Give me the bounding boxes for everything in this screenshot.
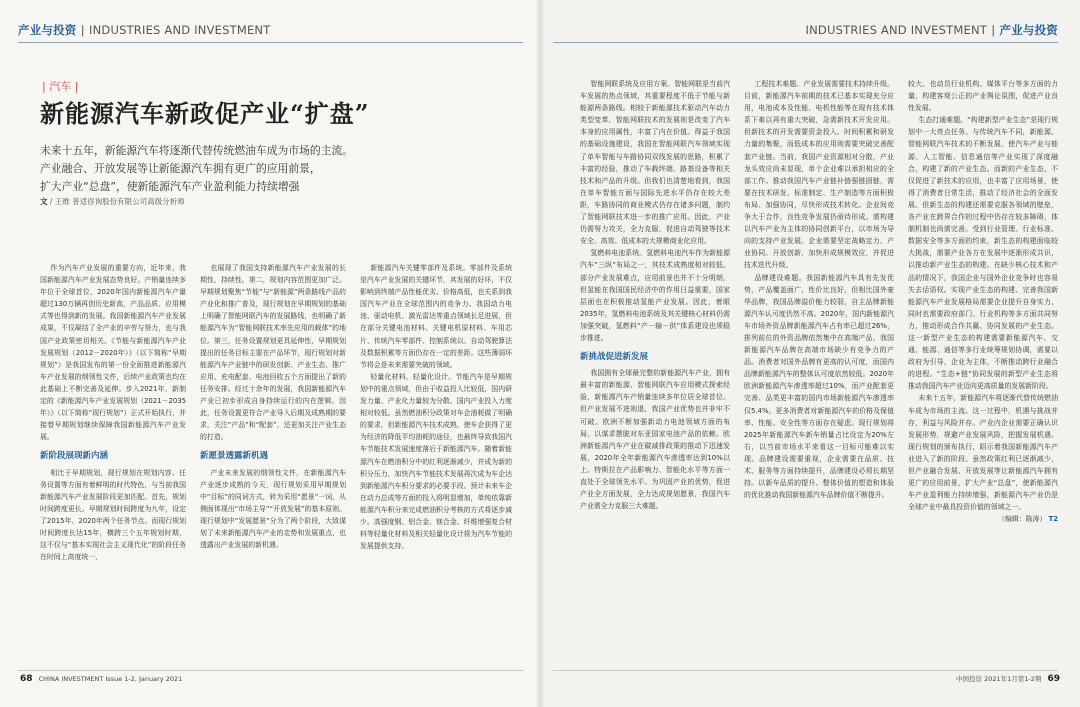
section-name-en: INDUSTRIES AND INVESTMENT xyxy=(89,23,271,37)
publication-name-en: CHINA INVESTMENT xyxy=(38,675,104,683)
section-name-cn: 产业与投资 xyxy=(18,23,77,37)
right-page xyxy=(540,0,1080,707)
page-number-left: 68 xyxy=(20,674,33,684)
section-name-en: INDUSTRIES AND INVESTMENT xyxy=(805,23,987,37)
text-column-1 xyxy=(40,262,186,563)
text-column-4 xyxy=(580,78,730,512)
text-column-6 xyxy=(908,78,1058,525)
paragraph: 工程技术难题。产业发展需要技术持续升级。目前，新能源汽车前期的技术已基本实现充分应用，电池成本及性能、电机性能等在现有技术体系下难以再有重大突破，急需新技术开发应用。但新技术的开发需要资金投入、时间积累和研发力量的集聚，而低成本的应用则需要突破完善配套产业链。当前，我国产业资源相对分散，产业龙头效应尚未显现，单个企业难以承担相应的全部工作。推动我国汽车产业链补链强链固链，需要在技术研发、标准制定、生产制造等方面积极布局、加强协同，尽快形成技术转化。企业间竞争大于合作，良性竞争发展仍亟待形成。需构建以汽车产业为主体的协同创新平台，以市场为导向的支持产业发展。企业需要坚定战略定力、产业协同、开放创新，加快形成规模效应，并促进技术迭代升级。 xyxy=(744,80,894,270)
lead-line: 未来十五年，新能源汽车将逐渐代替传统燃油车成为市场的主流。 xyxy=(40,144,354,157)
paragraph: 我国拥有全球最完整的新能源汽车产业，拥有最丰富的新能源、智能网联汽车应用模式探索经验，新能源汽车产销量连续多年位居全球首位。但产业发展不进则退，我国产业优势也并非牢不可破。欧洲不断加强新动力电池领域方面的布局，以谋求摆脱对东亚国家电池产品的依赖。欧洲新能源汽车产业在碳减排政策的推动下迅速发展，2020年全年新能源汽车渗透率达到10%以上。特斯拉在产品影响力、智能化水平等方面一直处于全球领先水平。为巩固产业的优势，促进产业全方面发展，全力达成规划愿景，我国汽车产业需全力克服三大难题。 xyxy=(580,369,730,511)
subheading: 新挑战促进新发展 xyxy=(580,352,649,363)
header-separator: | xyxy=(991,23,996,37)
paragraph: 新能源汽车关键零部件及系统。零部件及系统是汽车产业发展的关键环节，其发展的好坏，不仅影响到终端产品性能优劣、价格高低，也关系到我国汽车产业在全球范围内的竞争力。我国动力电池、驱动电机、激光雷达等重点领域长足进展，但在部分关键电池材料、关键电机原材料、车用芯片、传统汽车零部件、控制系统以、自动驾驶算法及数据积累等方面仍存在一定的差距。这些薄弱环节将会是未来需要突破的领域。 xyxy=(360,264,512,369)
byline-text: / 王维 普适咨询股份有限公司高级分析师 xyxy=(49,197,185,206)
paragraph: 作为汽车产业发展的重要方向，近年来，我国新能源汽车产业发展态势良好。产销量连续多年位于全球首位，2020年国内新能源汽车产量超过130万辆再创历史新高，产品品质、应用模式等也得到新的发展。我国新能源汽车产业发展成果，不仅凝结了全产业的辛劳与努力，也与我国产业政策密切相关。《节能与新能源汽车产业发展规划（2012－2020年）》（以下简称“早期规划”）是我国发布的第一份全面推进新能源汽车产业发展的纲领性文件，后续产业政策也均在此基础上不断完善及延伸。步入2021年，新制定的《新能源汽车产业发展规划（2021－2035年）》（以下简称“现行规划”）正式开始执行，并接替早期规划继续保障我国新能源汽车产业发展。 xyxy=(40,264,186,442)
subheading: 新愿景透露新机遇 xyxy=(200,451,269,462)
paragraph: 品牌建设难题。我国新能源汽车具有先发优势，产品覆盖面广，性价比良好，但相比国外豪华品牌，我国品牌溢价能力较弱，自主品牌新能源汽车认可度仍然不高。2020年，国内新能源汽车市场外资品牌新能源汽车占有率已超过26%，排列前位的外资品牌依然集中在高端产品，我国新能源汽车品牌在高端市场缺少有竞争力的产品。消费者对国外品牌有更高的认可度，而国内品牌新能源汽车的整体认可度依然较低。2020年欧洲新能源汽车渗透率超过10%，而产业配套更完善、品类更丰富的国内市场新能源汽车渗透率仅5.4%。更多消费者对新能源汽车的价格及保值率、性能、安全性等方面存在疑虑。现行规划将2025年新能源汽车新车销量占比设定为20%左右，以当前市场水平来看这一目标可能难以实现。品牌建设需要重视，企业需要在品质、技术、服务等方面持续提升，品牌建设必须长期坚持。以新车品质的提升、整体价值的塑造和体验的优化推动我国新能源汽车品牌价值不断提升。 xyxy=(744,273,894,500)
footer-right xyxy=(956,674,1060,684)
footer-rule-left xyxy=(18,670,523,671)
article-lead xyxy=(40,142,510,196)
category-tag: | 汽车 | xyxy=(42,80,79,93)
paragraph: 氢燃料电池系统。氢燃料电池汽车作为新能源汽车“三纵”布局之一，其技术成熟度相对较低。部分产业发展难点，应用前景也并不十分明朗，但氢能在我国国民经济中的作用日益重要，国家层面也在积极推动氢能产业发展。因此，着眼2035年，氢燃料电池系统及其关键核心材料仍需加强突破，氢燃料“产－输－供”体系建设也须稳步推进。 xyxy=(580,249,730,342)
byline xyxy=(40,196,185,207)
end-mark: T2 xyxy=(1048,515,1058,524)
subheading: 新阶段展现新内涵 xyxy=(40,451,109,462)
lead-line: 产业融合、开放发展等让新能源汽车拥有更广的应用前景， xyxy=(40,162,321,175)
header-rule-left xyxy=(18,42,523,43)
header-rule-right xyxy=(553,42,1058,43)
byline-label: 文 xyxy=(40,197,48,206)
text-column-5 xyxy=(744,78,894,501)
issue-date-en: Issue 1-2, January 2021 xyxy=(105,675,183,683)
paragraph: 较大。也动员行业机构、媒体平台等多方面的力量，构建客观公正的产业舆论氛围，促进产业良性发展。 xyxy=(908,80,1058,113)
page-number-right: 69 xyxy=(1047,674,1060,684)
paragraph: 相比于早期规划，现行规划在规划内容、任务设置等方面有着鲜明的时代特色，与当前我国新能源汽车产业发展阶段更加匹配。首先，规划时间跨度更长。早期规划时间跨度为九年，设定了2015年、2020年两个任务节点。而现行规划时间跨度长达15年，横跨三个五年规划时期，这不仅与“基本实现社会主义现代化”的阶段任务在时间上高度统一， xyxy=(40,468,186,562)
paragraph: 轻量化材料、轻量化设计。节能汽车是早期规划中的重点领域，但由于收益投入比较低，国内研发力量、产业化力量较为分散。国内产业投入力度相对较低。虽然燃油积分政策对车企油耗做了明确的要求，但新能源汽车技术成熟，使车企获得了更为经济的降低平均油耗的途径，也最终导致我国汽车节能技术发展速度落后于新能源汽车。随着新能源汽车在燃油积分中的红利逐渐减少，并成为新的积分压力，加快汽车节能技术发展再次成为车企达到新能源汽车积分要求的必要手段。预计未来车企在动力总成等方面的投入将明显增加，单纯依靠新能源汽车积分来完成燃油积分考核的方式将逐步减少。高强度钢、铝合金、镁合金、纤维增强复合材料等轻量化材料及相关轻量化设计将为汽车节能的发展提供支持。 xyxy=(360,372,512,551)
paragraph: 也展现了我国支持新能源汽车产业发展的长期性、持续性。第二，规划内容范围更加广泛。早期规划聚焦“节能”与“新能源”两条路线产品的产业化和推广普及，现行规划在早期规划的基础上明确了智能网联汽车的发展路线，也明确了新能源汽车为“智能网联技术率先应用的载体”的地位。第三，任务设置规划更具延伸性，早期规划提出的任务目标主要在产品环节，现行规划对新能源汽车产业链中的研发创新、产业生态、推广应用、充电配套、电池回收五个方面提出了新的任务安排。经过十余年的发展，我国新能源汽车产业已初步形成自身持续运行的内在逻辑。因此，任务设置更符合产业导入后期及成熟期的要求，关注“产品”和“配套”，还更加关注产业生态的打造。 xyxy=(200,264,346,442)
editor-name: （编辑：陈涛） xyxy=(998,515,1047,524)
editor-credit xyxy=(908,513,1058,525)
article-title: 新能源汽车新政促产业“扩盘” xyxy=(40,99,370,128)
paragraph: 未来十五年，新能源汽车将逐渐代替传统燃油车成为市场的主流。这一过程中，机遇与挑战并存，利益与风险并存。产业内企业需要正确认识发展形势，规避产业发展风险，把握发展机遇。现行规划的颁布执行，昭示着我国新能源汽车产业进入了新的阶段。虽然政策红利已逐渐减少，但产业融合发展、开放发展等让新能源汽车拥有更广的应用前景，扩大产业“总盘”，使新能源汽车产业盈利能力持续增强，新能源汽车产业仍是全球产业中最具投资价值的领域之一。 xyxy=(908,394,1058,512)
issue-date-cn: 2021年1月第1-2期 xyxy=(984,675,1042,683)
section-header-left xyxy=(18,22,270,38)
footer-left xyxy=(20,674,182,684)
header-separator: | xyxy=(80,23,85,37)
page-gutter xyxy=(536,0,544,707)
publication-name-cn: 中国投资 xyxy=(956,675,983,683)
text-column-3 xyxy=(360,262,512,552)
text-column-2 xyxy=(200,262,346,551)
paragraph: 智能网联系统及应用方案。智能网联是当前汽车发展的热点领域，其重要程度不低于节能与新能源两条路线。相较于新能源技术驱动汽车动力类型变革，智能网联技术的发展则是改变了汽车本身的应用属性，丰富了内在价值。得益于我国的基础设施建设，我国在智能网联汽车领域实现了单车智能与车路协同双线发展的思路，积累了丰富的经验，推动了车载终端、路基设备等相关技术和产品的升级。但我们也清楚地看到，我国在单车智能方面与国际先进水平仍存在较大差距，车路协同的商业模式仍存在诸多问题，制约了智能网联技术进一步的推广应用。因此，产业仍需努力攻关，全力克服，促进自动驾驶等技术安全、高效、低成本的大规模商业化应用。 xyxy=(580,80,730,246)
lead-line: 扩大产业“总盘”，使新能源汽车产业盈利能力持续增强 xyxy=(40,180,300,193)
paragraph: 生态打通难题。“构建新型产业生态”是现行规划中一大亮点任务。与传统汽车不同，新能源、智能网联汽车技术的不断发展，使汽车产业与能源、人工智能、信息通信等产业实现了深度融合，构建了新的产业生态。而新的产业生态，不仅促进了新技术的应用，也丰富了应用场景，使得了消费者日常生活，推动了经济社会的全面发展。但新生态的构建还需要克服各领域的壁垒，各产业在跨界合作的过程中仍存在较多障碍，体制机制也尚需完善。受到行业管理、行业标准、数据安全等多方面的约束，新生态的构建面临较大挑战，需要产业各方在发展中逐渐形成共识，以推动新产业生态的构建。在缺少核心技术和产品的情况下，我国企业与国外企业竞争时也容易失去话语权。实现产业生态的构建、完善我国新能源汽车产业发展格局需要企业提升自身实力，同时也需要政府部门、行业机构等多方面共同努力，推动形成合作共赢、协同发展的产业生态。这一新型产业生态的构建需要新能源汽车、交通、能源、通信等多行业统筹规划协调，需要以政府为引导，企业为主体，不断推动跨行业融合的进程。“生态+链”协同发展的新型产业生态将推动我国汽车产业迈向更高质量的发展新阶段。 xyxy=(908,116,1058,391)
section-name-cn: 产业与投资 xyxy=(999,23,1058,37)
footer-rule-right xyxy=(553,670,1058,671)
section-header-right xyxy=(806,22,1058,38)
paragraph: 产业未来发展的纲领性文件，在新能源汽车产业逐步成熟的今天，现行规划采用早期规划中“目标”的同词方式，转为采用“愿景”一词，从侧面体现出“市场主导”“开放发展”的基本原则。现行规划中“发展愿景”分为了两个阶段，大致谋划了未来新能源汽车产业的走势和发展重点，也透露出产业发展的新机遇。 xyxy=(200,468,346,550)
